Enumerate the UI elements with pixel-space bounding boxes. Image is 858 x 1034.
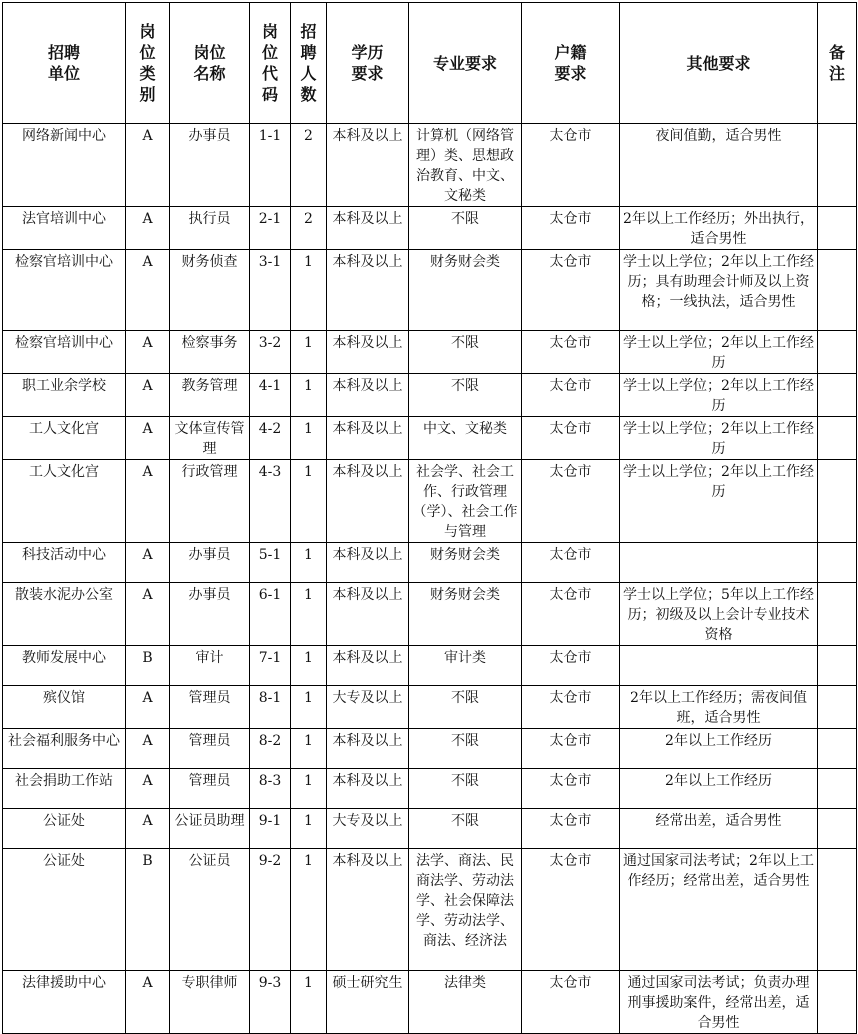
cell-other: 夜间值勤，适合男性 [620, 124, 818, 207]
cell-huji: 太仓市 [522, 686, 620, 729]
cell-name: 管理员 [170, 729, 250, 769]
cell-name: 办事员 [170, 124, 250, 207]
cell-code: 8-1 [250, 686, 291, 729]
cell-type: A [126, 809, 170, 849]
cell-edu: 本科及以上 [327, 250, 409, 331]
cell-type: A [126, 769, 170, 809]
table-row [3, 543, 857, 583]
table-row [3, 331, 857, 374]
cell-other: 通过国家司法考试；负责办理刑事援助案件，经常出差，适合男性 [620, 971, 818, 1034]
cell-note [818, 686, 857, 729]
table-row [3, 971, 857, 1034]
cell-edu: 本科及以上 [327, 583, 409, 646]
cell-name: 执行员 [170, 207, 250, 250]
cell-code: 6-1 [250, 583, 291, 646]
cell-unit: 社会捐助工作站 [3, 769, 126, 809]
header-type: 岗位类别 [126, 3, 170, 124]
cell-count: 1 [291, 971, 327, 1034]
cell-other: 学士以上学位；2年以上工作经历 [620, 331, 818, 374]
cell-edu: 本科及以上 [327, 729, 409, 769]
cell-name: 公证员 [170, 849, 250, 971]
cell-name: 教务管理 [170, 374, 250, 417]
cell-type: B [126, 646, 170, 686]
cell-name: 财务侦查 [170, 250, 250, 331]
cell-huji: 太仓市 [522, 729, 620, 769]
cell-edu: 本科及以上 [327, 543, 409, 583]
cell-edu: 本科及以上 [327, 207, 409, 250]
cell-unit: 工人文化宫 [3, 460, 126, 543]
cell-huji: 太仓市 [522, 417, 620, 460]
cell-edu: 本科及以上 [327, 331, 409, 374]
cell-name: 管理员 [170, 769, 250, 809]
cell-note [818, 646, 857, 686]
header-count: 招聘人数 [291, 3, 327, 124]
cell-note [818, 543, 857, 583]
cell-major: 财务财会类 [409, 583, 522, 646]
cell-huji: 太仓市 [522, 374, 620, 417]
cell-major: 不限 [409, 686, 522, 729]
cell-other: 学士以上学位；2年以上工作经历 [620, 417, 818, 460]
cell-note [818, 729, 857, 769]
cell-unit: 工人文化宫 [3, 417, 126, 460]
cell-count: 1 [291, 374, 327, 417]
cell-type: A [126, 331, 170, 374]
cell-unit: 科技活动中心 [3, 543, 126, 583]
header-row [3, 3, 857, 124]
cell-huji: 太仓市 [522, 769, 620, 809]
cell-code: 1-1 [250, 124, 291, 207]
cell-unit: 检察官培训中心 [3, 250, 126, 331]
cell-count: 1 [291, 460, 327, 543]
cell-major: 不限 [409, 331, 522, 374]
header-note: 备注 [818, 3, 857, 124]
cell-type: A [126, 460, 170, 543]
cell-unit: 职工业余学校 [3, 374, 126, 417]
header-unit: 招聘单位 [3, 3, 126, 124]
cell-note [818, 971, 857, 1034]
cell-type: A [126, 583, 170, 646]
table-row [3, 374, 857, 417]
cell-name: 办事员 [170, 543, 250, 583]
cell-count: 1 [291, 809, 327, 849]
cell-name: 行政管理 [170, 460, 250, 543]
cell-code: 3-2 [250, 331, 291, 374]
cell-code: 3-1 [250, 250, 291, 331]
cell-type: A [126, 417, 170, 460]
cell-unit: 公证处 [3, 809, 126, 849]
table-row [3, 729, 857, 769]
cell-unit: 法官培训中心 [3, 207, 126, 250]
cell-unit: 教师发展中心 [3, 646, 126, 686]
cell-code: 8-3 [250, 769, 291, 809]
cell-edu: 本科及以上 [327, 124, 409, 207]
cell-edu: 硕士研究生 [327, 971, 409, 1034]
cell-note [818, 374, 857, 417]
cell-other: 2年以上工作经历 [620, 729, 818, 769]
cell-name: 文体宣传管理 [170, 417, 250, 460]
cell-note [818, 583, 857, 646]
cell-type: B [126, 849, 170, 971]
cell-note [818, 849, 857, 971]
cell-note [818, 331, 857, 374]
cell-major: 计算机（网络管理）类、思想政治教育、中文、文秘类 [409, 124, 522, 207]
cell-type: A [126, 686, 170, 729]
cell-count: 1 [291, 686, 327, 729]
cell-edu: 大专及以上 [327, 809, 409, 849]
cell-unit: 公证处 [3, 849, 126, 971]
cell-huji: 太仓市 [522, 250, 620, 331]
header-major: 专业要求 [409, 3, 522, 124]
cell-major: 不限 [409, 809, 522, 849]
cell-other: 学士以上学位；2年以上工作经历；具有助理会计师及以上资格；一线执法，适合男性 [620, 250, 818, 331]
cell-count: 1 [291, 646, 327, 686]
cell-major: 不限 [409, 769, 522, 809]
cell-count: 2 [291, 124, 327, 207]
header-other: 其他要求 [620, 3, 818, 124]
table-row [3, 809, 857, 849]
recruitment-table [2, 2, 857, 1034]
cell-unit: 社会福利服务中心 [3, 729, 126, 769]
cell-note [818, 207, 857, 250]
cell-huji: 太仓市 [522, 971, 620, 1034]
cell-major: 法学、商法、民商法学、劳动法学、社会保障法学、劳动法学、商法、经济法 [409, 849, 522, 971]
cell-name: 公证员助理 [170, 809, 250, 849]
cell-major: 财务财会类 [409, 543, 522, 583]
cell-unit: 法律援助中心 [3, 971, 126, 1034]
cell-edu: 本科及以上 [327, 417, 409, 460]
table-row [3, 769, 857, 809]
cell-note [818, 250, 857, 331]
cell-name: 专职律师 [170, 971, 250, 1034]
cell-edu: 本科及以上 [327, 769, 409, 809]
cell-note [818, 417, 857, 460]
cell-type: A [126, 374, 170, 417]
cell-huji: 太仓市 [522, 331, 620, 374]
table-row [3, 417, 857, 460]
cell-name: 检察事务 [170, 331, 250, 374]
table-row [3, 583, 857, 646]
cell-type: A [126, 543, 170, 583]
cell-huji: 太仓市 [522, 543, 620, 583]
cell-code: 9-2 [250, 849, 291, 971]
cell-code: 9-3 [250, 971, 291, 1034]
cell-code: 4-3 [250, 460, 291, 543]
cell-other: 学士以上学位；2年以上工作经历 [620, 374, 818, 417]
cell-other: 2年以上工作经历 [620, 769, 818, 809]
cell-edu: 本科及以上 [327, 460, 409, 543]
cell-note [818, 769, 857, 809]
cell-huji: 太仓市 [522, 583, 620, 646]
cell-edu: 本科及以上 [327, 374, 409, 417]
cell-code: 4-2 [250, 417, 291, 460]
cell-type: A [126, 729, 170, 769]
header-edu: 学历要求 [327, 3, 409, 124]
cell-edu: 本科及以上 [327, 849, 409, 971]
cell-major: 审计类 [409, 646, 522, 686]
cell-note [818, 124, 857, 207]
cell-huji: 太仓市 [522, 460, 620, 543]
table-row [3, 686, 857, 729]
cell-count: 2 [291, 207, 327, 250]
cell-unit: 检察官培训中心 [3, 331, 126, 374]
cell-edu: 本科及以上 [327, 646, 409, 686]
cell-huji: 太仓市 [522, 849, 620, 971]
cell-huji: 太仓市 [522, 207, 620, 250]
cell-count: 1 [291, 250, 327, 331]
cell-count: 1 [291, 417, 327, 460]
cell-count: 1 [291, 729, 327, 769]
cell-note [818, 809, 857, 849]
cell-code: 4-1 [250, 374, 291, 417]
cell-other: 经常出差，适合男性 [620, 809, 818, 849]
cell-code: 9-1 [250, 809, 291, 849]
cell-huji: 太仓市 [522, 124, 620, 207]
table-row [3, 646, 857, 686]
cell-unit: 殡仪馆 [3, 686, 126, 729]
cell-count: 1 [291, 769, 327, 809]
cell-other: 通过国家司法考试；2年以上工作经历；经常出差，适合男性 [620, 849, 818, 971]
cell-type: A [126, 250, 170, 331]
cell-code: 2-1 [250, 207, 291, 250]
table-row [3, 849, 857, 971]
cell-type: A [126, 124, 170, 207]
table-row [3, 460, 857, 543]
cell-major: 财务财会类 [409, 250, 522, 331]
cell-other: 学士以上学位；5年以上工作经历；初级及以上会计专业技术资格 [620, 583, 818, 646]
table-row [3, 207, 857, 250]
cell-code: 7-1 [250, 646, 291, 686]
cell-other [620, 543, 818, 583]
cell-edu: 大专及以上 [327, 686, 409, 729]
header-code: 岗位代码 [250, 3, 291, 124]
cell-unit: 网络新闻中心 [3, 124, 126, 207]
cell-other: 2年以上工作经历；外出执行，适合男性 [620, 207, 818, 250]
cell-major: 不限 [409, 729, 522, 769]
cell-note [818, 460, 857, 543]
cell-major: 不限 [409, 207, 522, 250]
cell-other [620, 646, 818, 686]
cell-huji: 太仓市 [522, 809, 620, 849]
cell-name: 管理员 [170, 686, 250, 729]
cell-major: 中文、文秘类 [409, 417, 522, 460]
table-row [3, 124, 857, 207]
cell-count: 1 [291, 583, 327, 646]
cell-name: 审计 [170, 646, 250, 686]
cell-type: A [126, 971, 170, 1034]
header-huji: 户籍要求 [522, 3, 620, 124]
cell-other: 2年以上工作经历；需夜间值班，适合男性 [620, 686, 818, 729]
cell-type: A [126, 207, 170, 250]
table-row [3, 250, 857, 331]
cell-major: 不限 [409, 374, 522, 417]
cell-code: 5-1 [250, 543, 291, 583]
cell-count: 1 [291, 543, 327, 583]
cell-major: 社会学、社会工作、行政管理（学）、社会工作与管理 [409, 460, 522, 543]
cell-count: 1 [291, 331, 327, 374]
cell-huji: 太仓市 [522, 646, 620, 686]
header-name: 岗位名称 [170, 3, 250, 124]
cell-count: 1 [291, 849, 327, 971]
cell-unit: 散装水泥办公室 [3, 583, 126, 646]
cell-name: 办事员 [170, 583, 250, 646]
cell-major: 法律类 [409, 971, 522, 1034]
cell-code: 8-2 [250, 729, 291, 769]
cell-other: 学士以上学位；2年以上工作经历 [620, 460, 818, 543]
